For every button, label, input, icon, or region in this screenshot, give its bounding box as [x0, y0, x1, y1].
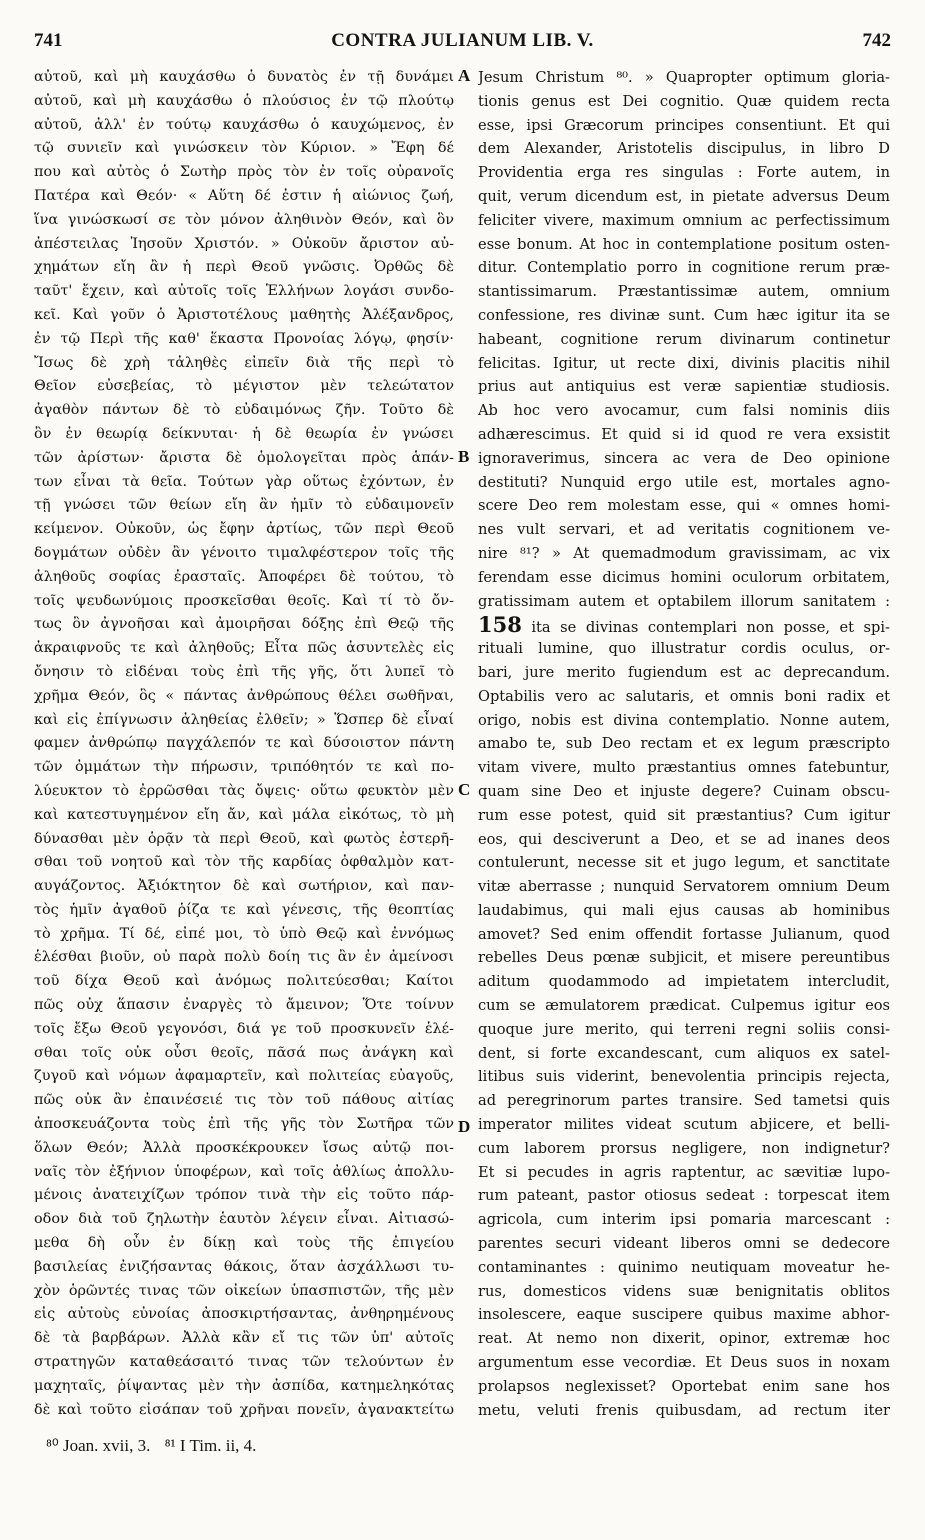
greek-line: τῶν ἀρίστων· ἄριστα δὲ ὁμολογεῖται πρὸς ἁπάν-: [34, 449, 454, 466]
greek-text-column: [34, 66, 454, 1422]
greek-line: τῶν ὀμμάτων τὴν πήρωσιν, τριπόθητόν τε καὶ πο-: [34, 759, 454, 776]
latin-line: rus, domesticos videns suæ benignitatis oblitos: [478, 1282, 890, 1300]
greek-line: λύευκτον τὸ ἐρρῶσθαι τὰς ὄψεις· οὕτω φευκτὸν μὲν: [34, 782, 454, 799]
margin-marker-a: A: [458, 66, 471, 85]
latin-line: eos, qui desciverunt a Deo, et se ad inanes deos: [478, 830, 890, 848]
latin-line: feliciter vivere, maximum omnium ac perfectissimum: [478, 211, 890, 229]
latin-line: rebelles Deus pœnæ subjicit, et misere pereuntibus: [478, 949, 890, 967]
greek-line: αὐτοῦ, καὶ μὴ καυχάσθω ὁ πλούσιος ἐν τῷ πλούτῳ: [34, 92, 454, 109]
greek-line: βασιλείας ἐνιζήσαντας θάκοις, ὅταν ἀσχάλλωσι τυ-: [34, 1258, 454, 1275]
latin-line: scere Deo rem molestam esse, qui « omnes homi-: [478, 497, 890, 515]
latin-line: nes vult servari, et ad veritatis cognitionem ve-: [478, 521, 890, 539]
greek-line: ἐν τῷ Περὶ τῆς καθ' ἕκαστα Προνοίας λόγῳ, φησίν·: [34, 330, 454, 347]
latin-line: confessione, res divinæ sunt. Cum hæc igitur ita se: [478, 306, 890, 324]
greek-line: Θεῖον εὐσεβείας, τὸ μέγιστον μὲν τελεώτατον: [34, 378, 454, 395]
latin-line: Optabilis vero ac salutaris, et omnis boni radix et: [478, 687, 890, 705]
greek-line: σθαι τοῦ νοητοῦ καὶ τὸν τῆς καρδίας ὀφθαλμὸν κατ-: [34, 854, 454, 871]
latin-line: parentes securi videant liberos omni se dedecore: [478, 1235, 890, 1253]
greek-line: τῇ γνώσει τῶν θείων εἴη ἂν ἡμῖν τὸ εὐδαιμονεῖν: [34, 497, 454, 514]
greek-line: τὸς ἡμῖν ἀγαθοῦ ῥίζα τε καὶ γένεσις, τῆς θεοπτίας: [34, 901, 454, 918]
greek-line: σθαι τοῖς οὐκ οὖσι θεοῖς, πᾶσά πως ἀνάγκη καὶ: [34, 1044, 454, 1061]
inline-page-number: 158: [478, 613, 522, 638]
latin-line: ad peregrinorum partes transire. Sed tametsi quis: [478, 1092, 890, 1110]
greek-line: ἀγαθὸν πάντων δὲ τὸ εὐδαιμόνως ζῆν. Τοῦτο δὲ: [34, 402, 454, 419]
latin-line: ignoraverimus, sincera ac vera de Deo opinione: [478, 449, 890, 467]
greek-line: χὸν ὁρῶντές τινας τῶν οἰκείων ὑπασπιστῶν, τῆς μὲν: [34, 1282, 454, 1299]
latin-line: quoque jure merito, qui terreni regni soliis consi-: [478, 1020, 890, 1038]
latin-line: prius aut antiquius est veræ sapientiæ studiosis.: [478, 378, 890, 396]
latin-line: aditum quodammodo ad impietatem intercludit,: [478, 973, 890, 991]
greek-line: καὶ εἰς ἐπίγνωσιν ἀληθείας ἐλθεῖν; » Ὥσπερ δὲ εἶναί: [34, 711, 454, 728]
latin-line: contulerunt, necesse sit et jugo legum, et sanctitate: [478, 854, 890, 872]
greek-line: τὸ χρῆμα. Τί δέ, εἰπέ μοι, τὸ ὑπὸ Θεῷ καὶ ἐννόμως: [34, 925, 454, 942]
greek-line: ἀπέστειλας Ἰησοῦν Χριστόν. » Οὐκοῦν ἄριστον αὐ-: [34, 235, 454, 252]
latin-line: vitæ aberrasse ; nunquid Servatorem omnium Deum: [478, 878, 890, 896]
greek-line: των εἶναι τὰ θεῖα. Τούτων γὰρ οὕτως ἐχόντων, ἐν: [34, 473, 454, 490]
greek-line: δογμάτων οὐδὲν ἂν γένοιτο τιμαλφέστερον τοῖς τῆς: [34, 544, 454, 561]
footnote-81: ⁸¹ I Tim. ii, 4.: [164, 1436, 257, 1455]
latin-line: quit, verum dicendum est, in pietate adversus Deum: [478, 187, 890, 205]
greek-line: Ἴσως δὲ χρὴ τἀληθὲς εἰπεῖν διὰ τῆς περὶ τὸ: [34, 354, 454, 371]
latin-line: vitam vivere, multo præstantius omnes fatebuntur,: [478, 759, 890, 777]
latin-line: rum esse potest, quid sit præstantius? Cum igitur: [478, 806, 890, 824]
greek-line: ζυγοῦ καὶ νόμων ἀφαμαρτεῖν, καὶ πολιτείας εὐαγοῦς,: [34, 1068, 454, 1085]
latin-line: adhærescimus. Et quid si id quod re vera exsistit: [478, 425, 890, 443]
running-title: CONTRA JULIANUM LIB. V.: [331, 30, 594, 51]
latin-line: insolescere, eaque suscipere quibus maxime abhor-: [478, 1306, 890, 1324]
greek-line: μένοις ἀνατειχίζων τρόπον τινὰ τὴν εἰς τοῦτο πάρ-: [34, 1187, 454, 1204]
latin-line: rituali lumine, quo illustratur cordis oculus, or-: [478, 640, 890, 658]
latin-line: dent, si forte excandescant, cum aliquos ex satel-: [478, 1044, 890, 1062]
greek-line: κείμενον. Οὐκοῦν, ὡς ἔφην ἀρτίως, τῶν περὶ Θεοῦ: [34, 521, 454, 538]
latin-line: ferendam esse dicimus homini oculorum orbitatem,: [478, 568, 890, 586]
page-header: [0, 30, 925, 58]
latin-line: habeant, cognitione rerum divinarum continetur: [478, 330, 890, 348]
latin-line: rum pateant, pastor otiosus sedeat : torpescat item: [478, 1187, 890, 1205]
latin-line: tionis genus est Dei cognitio. Quæ quidem recta: [478, 92, 890, 110]
latin-line: cum se æmulatorem prædicat. Culpemus igitur eos: [478, 997, 890, 1015]
greek-line: τοῦ δίχα Θεοῦ καὶ ἀνόμως πολιτεύεσθαι; Καίτοι: [34, 973, 454, 990]
page-number-left: 741: [34, 30, 63, 51]
latin-line: Jesum Christum ⁸⁰. » Quapropter optimum gloria-: [478, 69, 890, 86]
greek-line: ὅλων Θεόν; Ἀλλὰ προσκέκρουκεν ἴσως αὐτῷ ποι-: [34, 1139, 454, 1156]
greek-line: καὶ κατεστυγημένον εἴη ἄν, καὶ μάλα εἰκότως, τὸ μὴ: [34, 806, 454, 823]
greek-line: που καὶ αὐτὸς ὁ Σωτὴρ πρὸς τὸν ἐν τοῖς οὐρανοῖς: [34, 164, 454, 181]
greek-line: τῷ συνιεῖν καὶ γινώσκειν τὸν Κύριον. » Ἔφη δέ: [34, 140, 454, 157]
latin-line: ditur. Contemplatio porro in cognitione rerum præ-: [478, 259, 890, 277]
greek-line: ταῦτ' ἔχειν, καὶ αὐτοῖς τοῖς Ἑλλήνων λογάσι συνδο-: [34, 283, 454, 300]
greek-line: φαμεν ἀνθρώπῳ παγχάλεπόν τε καὶ δύσοιστον πάντη: [34, 735, 454, 752]
greek-line: μεθα δὴ οὖν ἐν δίκῃ καὶ τοὺς τῆς ἐπιγείου: [34, 1235, 454, 1252]
greek-line: τοῖς ἔξω Θεοῦ γεγονόσι, διά γε τοῦ προσκυνεῖν ἑλέ-: [34, 1020, 454, 1037]
footnotes: [46, 1436, 266, 1456]
greek-line: αὐτοῦ, καὶ μὴ καυχάσθω ὁ δυνατὸς ἐν τῇ δυνάμει: [34, 69, 454, 85]
greek-line: δὲ καὶ τοῦτο εἰσάπαν τοῦ χρῆναι πονεῖν, ἀγανακτείτω: [34, 1401, 454, 1418]
margin-marker-c: C: [458, 780, 471, 799]
greek-line: αὐτοῦ, ἀλλ' ἐν τούτῳ καυχάσθω ὁ καυχώμενος, ἐν: [34, 116, 454, 133]
latin-line: agricola, cum interim ipsi pomaria marcescant :: [478, 1211, 890, 1229]
greek-line: ὂν ἐν θεωρίᾳ δείκνυται· ἡ δὲ θεωρία ἐν γνώσει: [34, 425, 454, 442]
greek-line: ἵνα γινώσκωσί σε τὸν μόνον ἀληθινὸν Θεόν, καὶ ὃν: [34, 211, 454, 228]
greek-line: Πατέρα καὶ Θεόν· « Αὕτη δέ ἐστιν ἡ αἰώνιος ζωή,: [34, 187, 454, 204]
latin-text-column: [478, 66, 890, 1422]
greek-line: κεῖ. Καὶ γοῦν ὁ Ἀριστοτέλους μαθητὴς Ἀλέξανδρος,: [34, 306, 454, 323]
latin-line: amovet? Sed enim offendit fortasse Julianum, quod: [478, 925, 890, 943]
page-number-right: 742: [862, 30, 891, 51]
greek-line: οδον διὰ τοῦ ζηλωτὴν ἑαυτὸν λέγειν εἶναι. Αἰτιασώ-: [34, 1211, 454, 1228]
latin-line: imperator milites videat scutum abjicere, et belli-: [478, 1116, 890, 1134]
latin-line: nire ⁸¹? » At quemadmodum gravissimam, ac vix: [478, 544, 890, 562]
greek-line: ὄνησιν τὸ εἰδέναι τοὺς ἐπὶ τῆς γῆς, ὅτι λυπεῖ τὸ: [34, 663, 454, 680]
latin-line: amabo te, sub Deo rectam et ex legum præscripto: [478, 735, 890, 753]
margin-marker-b: B: [458, 447, 470, 466]
greek-line: χημάτων εἴη ἂν ἡ περὶ Θεοῦ γνῶσις. Ὀρθῶς δὲ: [34, 259, 454, 276]
greek-line: ἑλέσθαι βιοῦν, οὐ παρὰ πολὺ δοίη τις ἂν ἐν ἀμείνοσι: [34, 949, 454, 966]
latin-line: litibus suis viderint, benevolentia principis rejecta,: [478, 1068, 890, 1086]
latin-line: esse, ipsi Græcorum principes consentiunt. Et qui: [478, 116, 890, 134]
greek-line: ναῖς τὸν ἐξήνιον ὑποφέρων, καὶ τοῖς ἀθλίως ἀπολλυ-: [34, 1163, 454, 1180]
latin-line: Et si pecudes in agris raptentur, ac sævitiæ lupo-: [478, 1163, 890, 1181]
latin-line: bari, jure merito fugiendum est ac deprecandum.: [478, 663, 890, 681]
latin-line: contaminantes : quinimo neutiquam moveatur he-: [478, 1258, 890, 1276]
greek-line: πῶς οὐχ ἅπασιν ἐναργὲς τὸ ἄμεινον; Ὅτε τοίνυν: [34, 997, 454, 1014]
latin-line: gratissimam autem et optabilem illorum sanitatem :: [478, 592, 890, 610]
latin-line: quam sine Deo et injuste degere? Cuinam obscu-: [478, 782, 890, 800]
latin-line: esse bonum. At hoc in contemplatione positum osten-: [478, 235, 890, 253]
greek-line: ἀποσκευάζοντα τοὺς ἐπὶ τῆς γῆς τὸν Σωτῆρα τῶν: [34, 1116, 454, 1133]
latin-line: cum laborem prorsus negligere, non indignetur?: [478, 1139, 890, 1157]
greek-line: δὲ τὰ βαρβάρων. Ἀλλὰ κἂν εἴ τις τῶν ὑπ' αὐτοῖς: [34, 1330, 454, 1347]
latin-line: felicitas. Igitur, ut recte dixi, divinis placitis nihil: [478, 354, 890, 372]
latin-line: laudabimus, qui mali ejus causas ab hominibus: [478, 901, 890, 919]
margin-marker-d: D: [458, 1117, 471, 1136]
latin-line: stantissimarum. Præstantissimæ autem, omnium: [478, 283, 890, 301]
greek-line: χρῆμα Θεόν, ὃς « πάντας ἀνθρώπους θέλει σωθῆναι,: [34, 687, 454, 704]
latin-line: origo, nobis est divina contemplatio. Nonne autem,: [478, 711, 890, 729]
latin-line: 158 ita se divinas contemplari non posse, et spi-: [478, 613, 890, 638]
greek-line: ἀληθοῦς σοφίας ἐρασταῖς. Ἀποφέρει δὲ τούτου, τὸ: [34, 568, 454, 585]
greek-line: μαχηταῖς, ῥίψαντας μὲν τὴν ἀσπίδα, κατημεληκότας: [34, 1377, 454, 1394]
latin-line: reat. At nemo non dixerit, opinor, extremæ hoc: [478, 1330, 890, 1348]
latin-line: metu, veluti frenis quibusdam, ad rectum iter: [478, 1401, 890, 1419]
latin-line: destituti? Nunquid ergo utile est, mortales agno-: [478, 473, 890, 491]
latin-line: dem Alexander, Aristotelis discipulus, in libro D: [478, 140, 890, 158]
latin-line: argumentum esse vecordiæ. Et Deus suos in noxam: [478, 1354, 890, 1372]
greek-line: εἰς αὐτοὺς εὐνοίας ἀποσκιρτήσαντας, ἀνθηρημένους: [34, 1306, 454, 1323]
latin-line: Ab hoc vero avocamur, cum falsi nominis diis: [478, 402, 890, 420]
footnote-80: ⁸⁰ Joan. xvii, 3.: [46, 1436, 151, 1455]
latin-line: Providentia erga res singulas : Forte autem, in: [478, 164, 890, 182]
greek-line: ἀκραιφνοῦς τε καὶ ἀληθοῦς; Εἶτα πῶς ἀσυντελὲς εἰς: [34, 640, 454, 657]
latin-line: prolapsos neglexisset? Oportebat enim sane hos: [478, 1377, 890, 1395]
greek-line: στρατηγῶν καταθεάσαιτό τινας τῶν τελούντων ἐν: [34, 1354, 454, 1371]
greek-line: τως ὂν ἀγνοῆσαι καὶ ἀμοιρῆσαι δόξης ἐπὶ Θεῷ τῆς: [34, 616, 454, 633]
greek-line: αυγάζοντος. Ἀξιόκτητον δὲ καὶ σωτήριον, καὶ παν-: [34, 878, 454, 895]
greek-line: δύνασθαι μὲν ὁρᾷν τὰ περὶ Θεοῦ, καὶ φωτὸς ἐστερῆ-: [34, 830, 454, 847]
greek-line: τοῖς ψευδωνύμοις προσκεῖσθαι θεοῖς. Καὶ τί τὸ ὄν-: [34, 592, 454, 609]
greek-line: πῶς οὐκ ἂν ἐπαινέσειέ τις τὸν τοῦ πάθους αἰτίας: [34, 1092, 454, 1109]
